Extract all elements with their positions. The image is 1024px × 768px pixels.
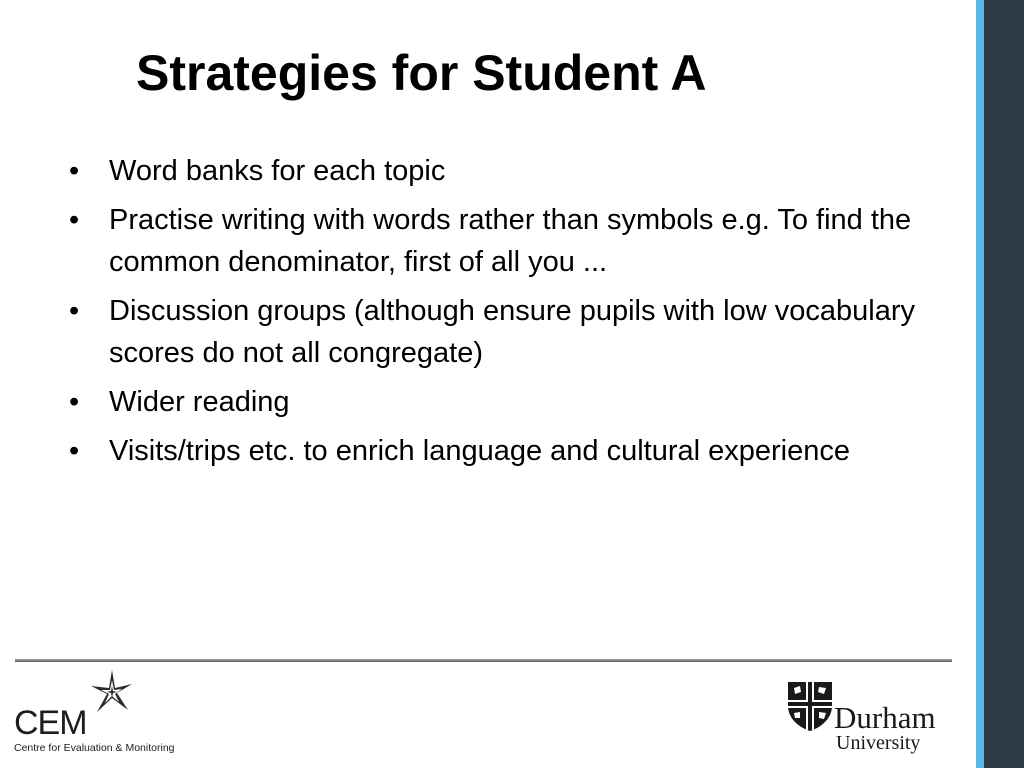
- bullet-text: Word banks for each topic: [109, 155, 446, 187]
- accent-bar-light: [976, 0, 984, 768]
- cem-wordmark: CEM: [14, 704, 87, 742]
- cem-logo: [12, 668, 192, 763]
- durham-name: Durham: [834, 700, 936, 735]
- durham-logo: [786, 680, 956, 758]
- cross-shield-crest-icon: [786, 680, 834, 732]
- bullet-item: [66, 381, 926, 423]
- accent-bar-dark: [984, 0, 1024, 768]
- footer-divider: [15, 659, 952, 662]
- bullet-text: Practise writing with words rather than symbols e.g. To find the common denominator, first of all you ...: [109, 204, 912, 278]
- star-burst-icon: [88, 668, 136, 716]
- bullet-text: Discussion groups (although ensure pupils with low vocabulary scores do not all congregate): [109, 295, 915, 369]
- cem-tagline: Centre for Evaluation & Monitoring: [14, 742, 175, 754]
- bullet-item: [66, 199, 926, 283]
- bullet-item: [66, 430, 926, 472]
- bullet-text: Visits/trips etc. to enrich language and cultural experience: [109, 435, 851, 467]
- bullet-marker: •: [69, 204, 80, 236]
- bullet-marker: •: [69, 295, 80, 327]
- durham-subtitle: University: [836, 732, 921, 754]
- bullet-item: [66, 150, 926, 192]
- bullet-marker: •: [69, 386, 80, 418]
- slide-title: Strategies for Student A: [136, 45, 707, 101]
- bullet-text: Wider reading: [109, 386, 290, 418]
- bullet-marker: •: [69, 155, 80, 187]
- bullet-marker: •: [69, 435, 80, 467]
- bullet-list: [66, 150, 926, 479]
- bullet-item: [66, 290, 926, 374]
